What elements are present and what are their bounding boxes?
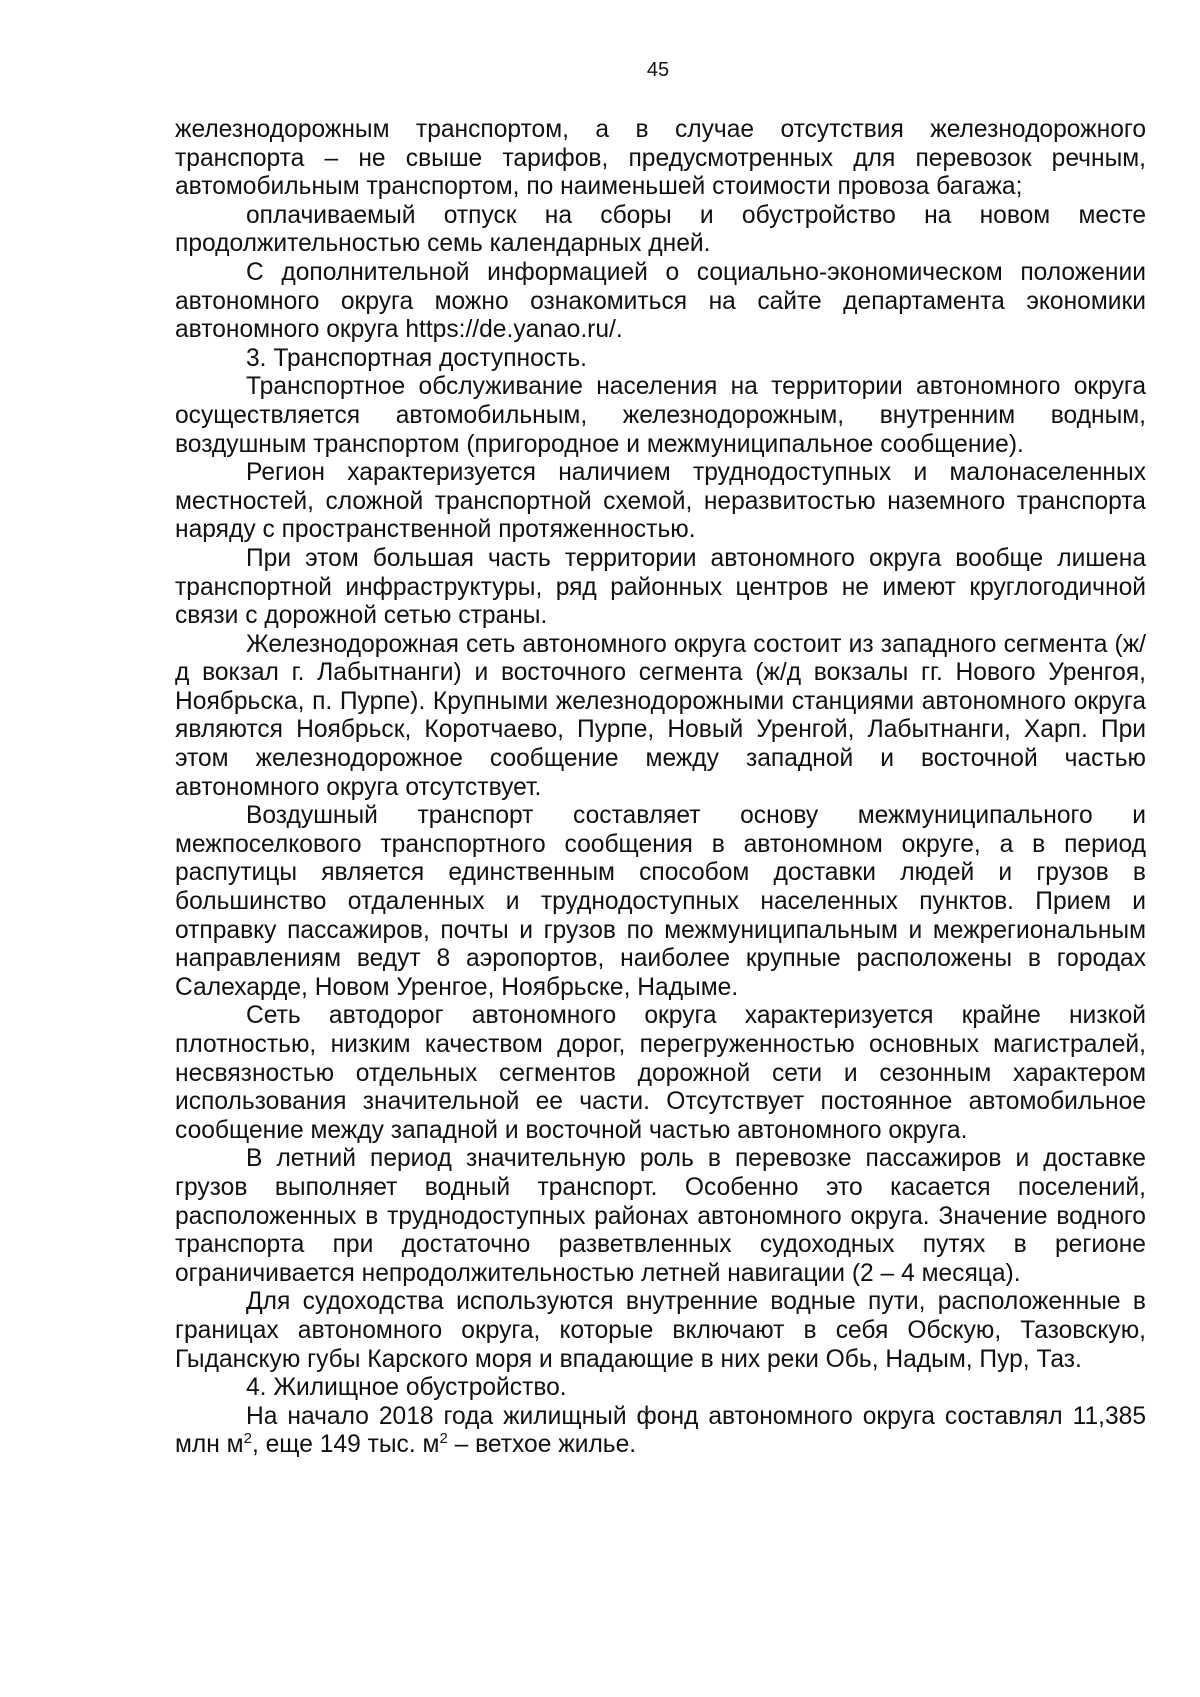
paragraph-navigation: Для судоходства используются внутренние водные пути, расположенные в границах автономного округа, которые включают в себя Обскую, Тазовскую, Гыданскую губы Карского моря и впадающие в них реки Обь, Надым, Пур, Таз. [175,1288,1146,1373]
paragraph-housing-stock [175,1403,1146,1460]
paragraph-additional-info: С дополнительной информацией о социально-экономическом положении автономного округа можно ознакомиться на сайте департамента экономики автономного округа https://de.yanao.ru/. [175,258,1146,344]
housing-text-part2: , еще 149 тыс. м [251,1431,440,1459]
paragraph-water-transport: В летний период значительную роль в перевозке пассажиров и доставке грузов выполняет водный транспорт. Особенно это касается поселений, расположенных в труднодоступных районах автономного округа. Значение водного транспорта при достаточно разветвленных судоходных путях в регионе ограничивается непродолжительностью летней навигации (2 – 4 месяца). [175,1145,1146,1287]
paragraph-railway: Железнодорожная сеть автономного округа состоит из западного сегмента (ж/д вокзал г. Лабытнанги) и восточного сегмента (ж/д вокзалы гг. Нового Уренгоя, Ноябрьска, п. Пурпе). Крупными железнодорожными станциями автономного округа являются Ноябрьск, Коротчаево, Пурпе, Новый Уренгой, Лабытнанги, Харп. При этом железнодорожное сообщение между западной и восточной частью автономного округа отсутствует. [175,630,1146,801]
paragraph-infrastructure: При этом большая часть территории автономного округа вообще лишена транспортной инфраструктуры, ряд районных центров не имеют круглогодичной связи с дорожной сетью страны. [175,544,1146,630]
paragraph-paid-leave: оплачиваемый отпуск на сборы и обустройство на новом месте продолжительностью семь календарных дней. [175,201,1146,258]
housing-text-part1: На начало 2018 года жилищный фонд автономного округа составлял 11,385 млн м [175,1402,1146,1459]
paragraph-baggage-continuation: железнодорожным транспортом, а в случае отсутствия железнодорожного транспорта – не свыше тарифов, предусмотренных для перевозок речным, автомобильным транспортом, по наименьшей стоимости провоза багажа; [175,116,1146,201]
body-text [175,116,1146,1460]
paragraph-region-characteristics: Регион характеризуется наличием труднодоступных и малонаселенных местностей, сложной транспортной схемой, неразвитостью наземного транспорта наряду с пространственной протяженностью. [175,459,1146,544]
paragraph-roads: Сеть автодорог автономного округа характеризуется крайне низкой плотностью, низким качеством дорог, перегруженностью основных магистралей, несвязностью отдельных сегментов дорожной сети и сезонным характером использования значительной ее части. Отсутствует постоянное автомобильное сообщение между западной и восточной частью автономного округа. [175,1002,1146,1144]
paragraph-transport-service: Транспортное обслуживание населения на территории автономного округа осуществляется автомобильным, железнодорожным, внутренним водным, воздушным транспортом (пригородное и межмуниципальное сообщение). [175,373,1146,458]
housing-text-part3: – ветхое жилье. [447,1431,637,1459]
superscript-squared: 2 [243,1430,252,1448]
superscript-squared: 2 [439,1430,448,1448]
paragraph-air-transport: Воздушный транспорт составляет основу межмуниципального и межпоселкового транспортного сообщения в автономном округе, а в период распутицы является единственным способом доставки людей и грузов в большинство отдаленных и труднодоступных населенных пунктов. Прием и отправку пассажиров, почты и грузов по межмуниципальным и межрегиональным направлениям ведут 8 аэропортов, наиболее крупные расположены в городах Салехарде, Новом Уренгое, Ноябрьске, Надыме. [175,802,1146,1001]
section-heading-transport: 3. Транспортная доступность. [246,344,587,372]
section-heading-housing: 4. Жилищное обустройство. [246,1374,567,1402]
page-number: 45 [646,59,670,81]
